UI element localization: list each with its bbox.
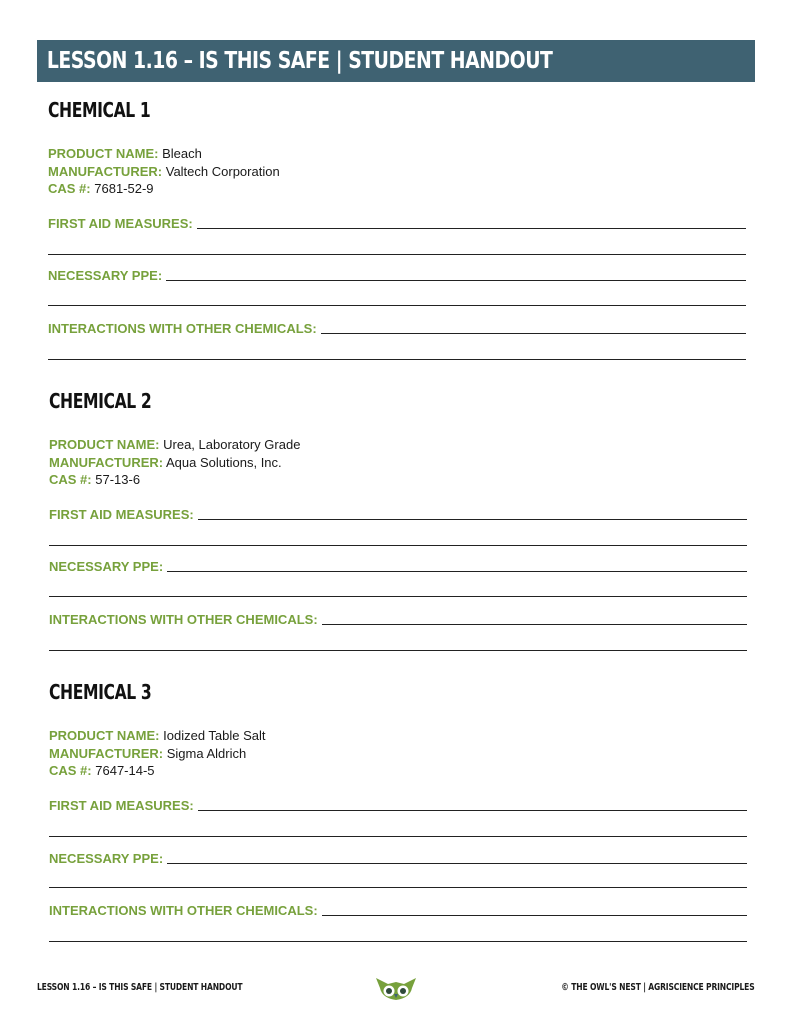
ppe-continuation-line[interactable]: [49, 887, 747, 888]
first-aid-label: FIRST AID MEASURES:: [49, 798, 194, 813]
interactions-label: INTERACTIONS WITH OTHER CHEMICALS:: [48, 321, 317, 336]
product-name-value: Urea, Laboratory Grade: [163, 437, 301, 452]
interactions-field[interactable]: [49, 609, 747, 627]
ppe-line[interactable]: [166, 280, 746, 281]
chemical-info: [49, 436, 300, 489]
cas-value: 7647-14-5: [95, 763, 155, 778]
interactions-continuation-line[interactable]: [49, 650, 747, 651]
cas-value: 57-13-6: [95, 472, 141, 487]
chemical-heading: CHEMICAL 1: [48, 98, 151, 122]
footer-lesson-title: LESSON 1.16 – IS THIS SAFE | STUDENT HANDOUT: [37, 982, 243, 993]
first-aid-field[interactable]: [49, 504, 747, 522]
cas-label: CAS #:: [48, 181, 91, 196]
first-aid-line[interactable]: [198, 810, 747, 811]
manufacturer-row: [48, 163, 280, 181]
ppe-line[interactable]: [167, 863, 747, 864]
ppe-line[interactable]: [167, 571, 747, 572]
first-aid-line[interactable]: [198, 519, 747, 520]
product-name-value: Bleach: [162, 146, 202, 161]
manufacturer-value: Aqua Solutions, Inc.: [166, 454, 282, 470]
product-name-row: [49, 436, 300, 454]
manufacturer-row: [49, 745, 266, 763]
interactions-field[interactable]: [49, 900, 747, 918]
cas-label: CAS #:: [49, 472, 92, 487]
first-aid-field[interactable]: [48, 213, 746, 231]
cas-row: [49, 762, 266, 780]
product-name-label: PRODUCT NAME:: [49, 437, 160, 452]
chemical-info: [49, 727, 266, 780]
ppe-label: NECESSARY PPE:: [48, 268, 163, 283]
page-title: LESSON 1.16 – IS THIS SAFE | STUDENT HANDOUT: [46, 48, 553, 74]
first-aid-label: FIRST AID MEASURES:: [49, 507, 194, 522]
first-aid-line[interactable]: [197, 228, 746, 229]
header-banner: [37, 40, 755, 82]
interactions-line[interactable]: [322, 915, 747, 916]
chemical-section-2: [49, 388, 747, 627]
manufacturer-label: MANUFACTURER:: [49, 454, 164, 470]
interactions-line[interactable]: [321, 333, 746, 334]
manufacturer-value: Sigma Aldrich: [166, 745, 247, 761]
manufacturer-value: Valtech Corporation: [165, 163, 280, 179]
first-aid-field[interactable]: [49, 795, 747, 813]
chemical-section-3: [49, 679, 747, 918]
ppe-label: NECESSARY PPE:: [49, 559, 164, 574]
ppe-field[interactable]: [49, 848, 747, 866]
chemical-heading: CHEMICAL 2: [49, 389, 152, 413]
interactions-label: INTERACTIONS WITH OTHER CHEMICALS:: [49, 903, 318, 918]
interactions-line[interactable]: [322, 624, 747, 625]
product-name-row: [49, 727, 266, 745]
cas-value: 7681-52-9: [94, 181, 154, 196]
chemical-heading: CHEMICAL 3: [49, 680, 152, 704]
ppe-field[interactable]: [49, 556, 747, 574]
product-name-row: [48, 145, 280, 163]
ppe-field[interactable]: [48, 265, 746, 283]
cas-row: [48, 180, 280, 198]
interactions-field[interactable]: [48, 318, 746, 336]
manufacturer-label: MANUFACTURER:: [49, 745, 164, 761]
ppe-continuation-line[interactable]: [49, 596, 747, 597]
interactions-continuation-line[interactable]: [48, 359, 746, 360]
first-aid-label: FIRST AID MEASURES:: [48, 216, 193, 231]
product-name-label: PRODUCT NAME:: [49, 728, 160, 743]
chemical-info: [48, 145, 280, 198]
interactions-continuation-line[interactable]: [49, 941, 747, 942]
first-aid-continuation-line[interactable]: [49, 545, 747, 546]
cas-label: CAS #:: [49, 763, 92, 778]
ppe-continuation-line[interactable]: [48, 305, 746, 306]
cas-row: [49, 471, 300, 489]
ppe-label: NECESSARY PPE:: [49, 851, 164, 866]
manufacturer-label: MANUFACTURER:: [48, 163, 163, 179]
owl-logo-icon: [374, 976, 418, 1002]
manufacturer-row: [49, 454, 300, 472]
footer-copyright: © THE OWL'S NEST | AGRISCIENCE PRINCIPLES: [561, 982, 755, 993]
chemical-section-1: [48, 97, 746, 336]
first-aid-continuation-line[interactable]: [49, 836, 747, 837]
product-name-value: Iodized Table Salt: [163, 728, 266, 743]
product-name-label: PRODUCT NAME:: [48, 146, 159, 161]
first-aid-continuation-line[interactable]: [48, 254, 746, 255]
interactions-label: INTERACTIONS WITH OTHER CHEMICALS:: [49, 612, 318, 627]
